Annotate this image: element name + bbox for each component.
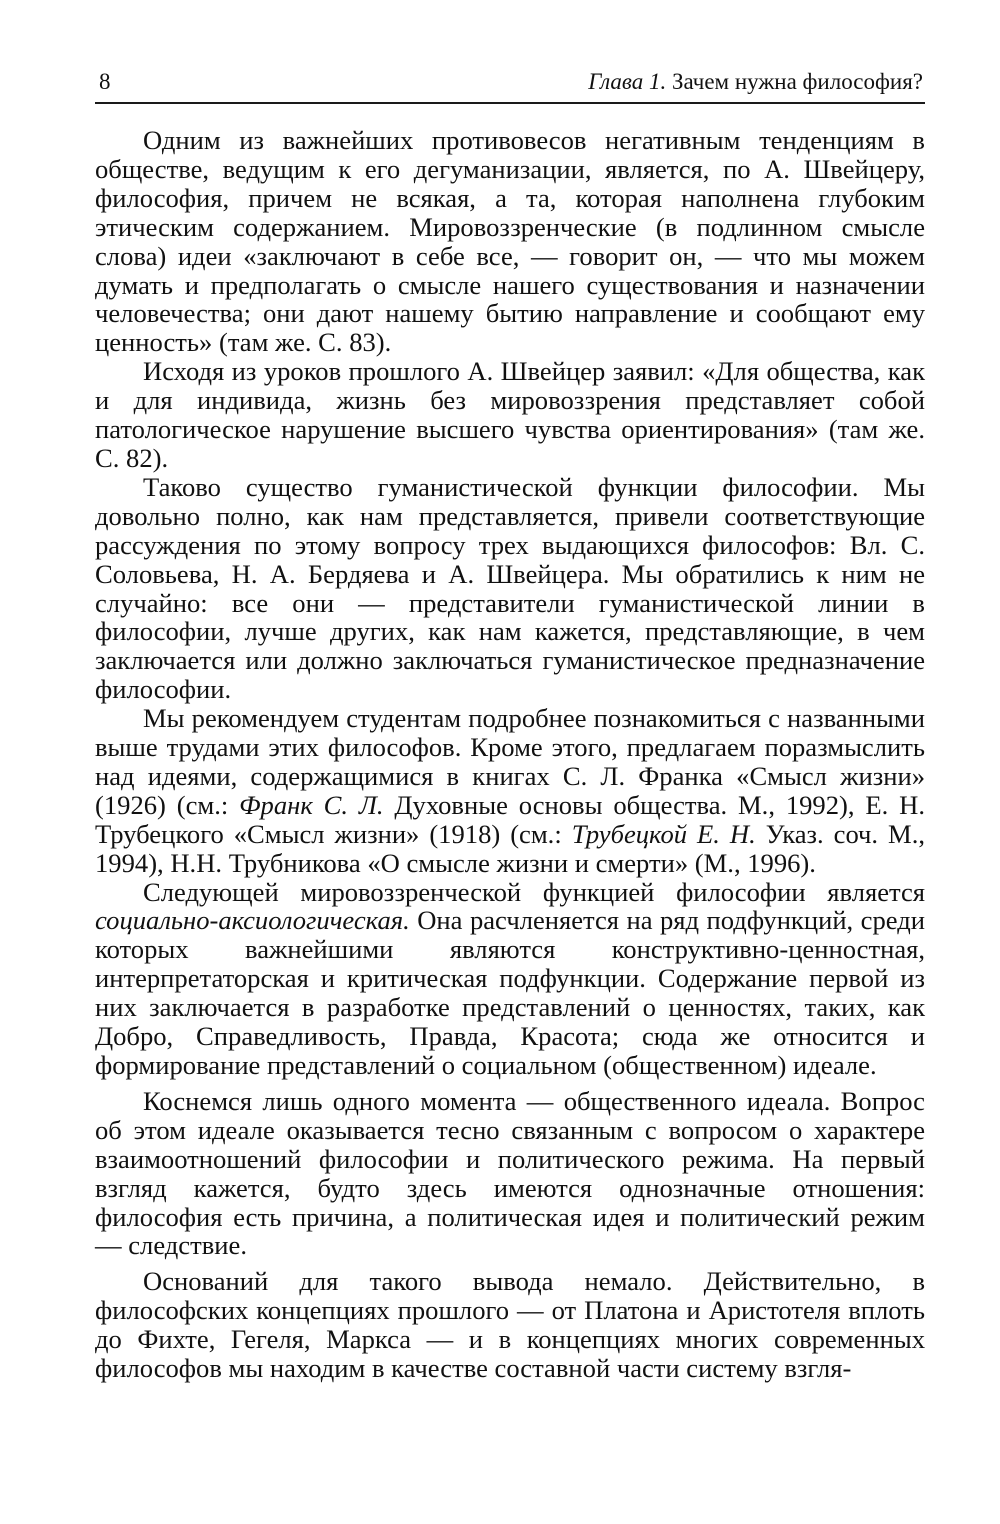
paragraph	[95, 704, 925, 877]
text-segment: Исходя из уроков прошлого А. Швейцер заявил: «Для общества, как и для индивида, жизнь без мировоззрения представляет собой патологическое нарушение высшего чувства ориентирования» (там же. С. 82).	[95, 356, 925, 473]
chapter-title	[588, 62, 923, 102]
term-italic: социально-аксиологическая.	[95, 905, 410, 936]
chapter-name: Зачем нужна философия?	[666, 69, 923, 94]
body-text	[95, 126, 925, 1383]
paragraph	[95, 1087, 925, 1260]
text-segment: Она расчленяется на ряд подфункций, среди которых важнейшими являются конструктивно-ценностная, интерпретаторская и критическая подфункции. Содержание первой из них заключается в разработке представлений о ценностях, таких, как Добро, Справедливость, Правда, Красота; сюда же относится и формирование представлений о социальном (общественном) идеале.	[95, 905, 925, 1080]
chapter-label: Глава 1.	[588, 69, 667, 94]
paragraph	[95, 878, 925, 1080]
paragraph	[95, 1267, 925, 1383]
text-segment: Мы рекомендуем студентам подробнее познакомиться с названными выше трудами этих философов. Кроме этого, предлагаем поразмыслить над идеями, содержащимися в книгах С. Л. Франка «Смысл жизни» (1926) (см.:	[95, 703, 925, 820]
book-page	[95, 62, 925, 1383]
author-name-italic: Франк С. Л.	[239, 789, 384, 820]
text-segment: Следующей мировоззренческой функцией философии является	[143, 876, 925, 907]
paragraph	[95, 473, 925, 704]
paragraph	[95, 357, 925, 473]
running-header	[95, 62, 925, 104]
text-segment: Оснований для такого вывода немало. Действительно, в философских концепциях прошлого — от Платона и Аристотеля вплоть до Фихте, Гегеля, Маркса — и в концепциях многих современных философов мы находим в качестве составной части систему взгля-	[95, 1266, 925, 1384]
text-segment: Одним из важнейших противовесов негативным тенденциям в обществе, ведущим к его дегуманизации, является, по А. Швейцеру, философия, причем не всякая, а та, которая наполнена глубоким этическим содержанием. Мировоззренческие (в подлинном смысле слова) идеи «заключают в себе все, — говорит он, — что мы можем думать и предполагать о смысле нашего существования и назначении человечества; они дают нашему бытию направление и сообщают ему ценность» (там же. С. 83).	[95, 125, 925, 358]
text-segment: Коснемся лишь одного момента — общественного идеала. Вопрос об этом идеале оказывается тесно связанным с вопросом о характере взаимоотношений философии и политического режима. На первый взгляд кажется, будто здесь имеются однозначные отношения: философия есть причина, а политическая идея и политический режим — следствие.	[95, 1085, 925, 1261]
page-number: 8	[99, 69, 111, 94]
text-segment: Духовные основы общества. М., 1992), Е. Н. Трубецкого «Смысл жизни» (1918) (см.:	[95, 789, 925, 849]
text-segment: Указ. соч. М., 1994), Н.Н. Трубникова «О смысле жизни и смерти» (М., 1996).	[95, 818, 925, 878]
paragraph	[95, 126, 925, 357]
text-segment: Таково существо гуманистической функции философии. Мы довольно полно, как нам представляется, привели соответствующие рассуждения по этому вопросу трех выдающихся философов: Вл. С. Соловьева, Н. А. Бердяева и А. Швейцера. Мы обратились к ним не случайно: все они — представители гуманистической линии в философии, лучше других, как нам кажется, представляющие, в чем заключается или должно заключаться гуманистическое предназначение философии.	[95, 471, 925, 705]
author-name-italic: Трубецкой Е. Н.	[571, 818, 756, 849]
